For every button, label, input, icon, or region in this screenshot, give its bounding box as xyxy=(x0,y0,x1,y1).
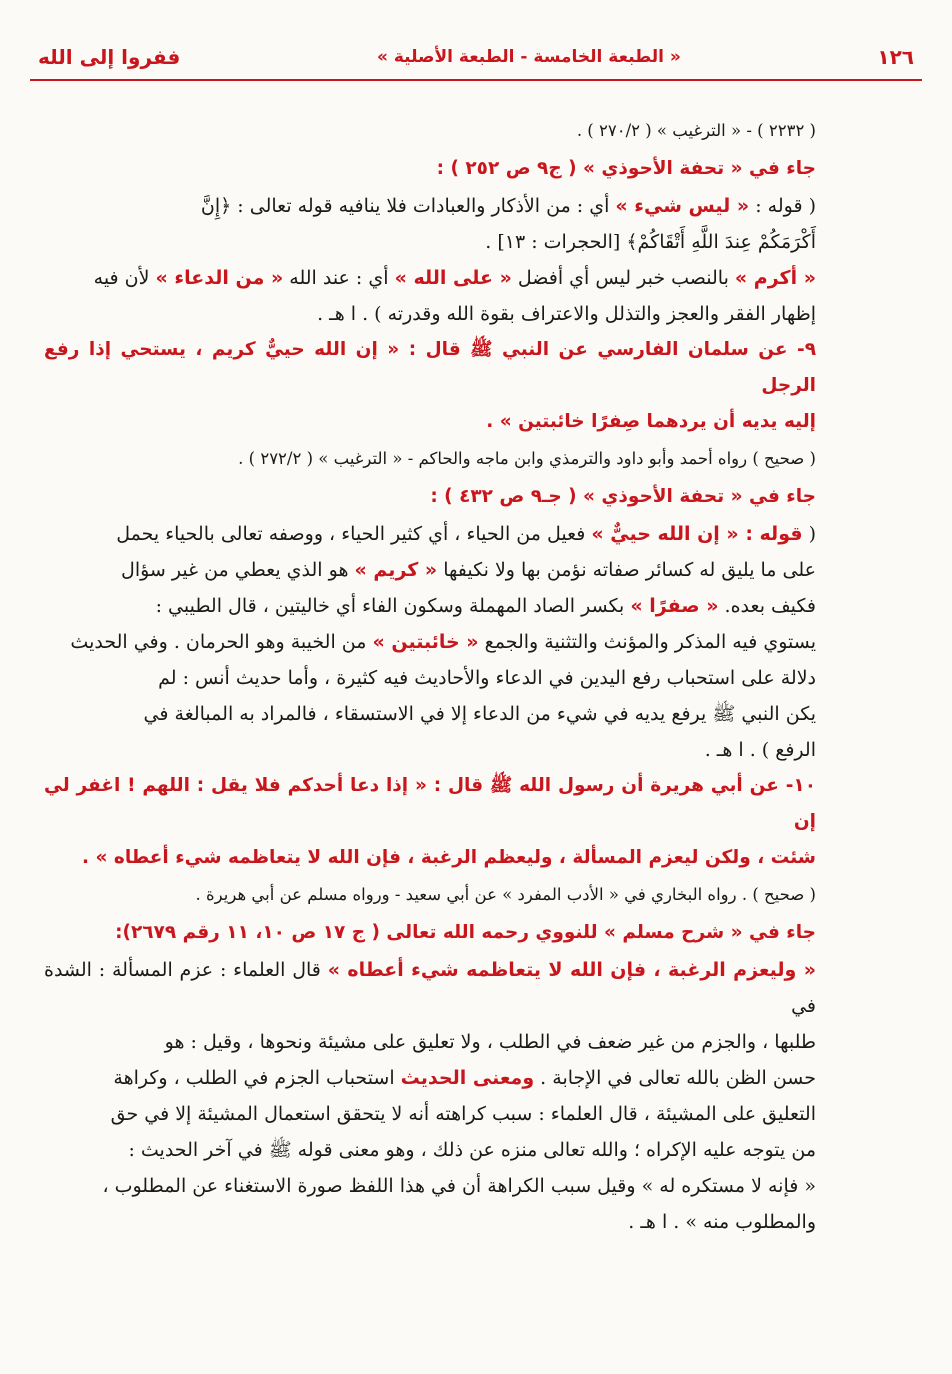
section-heading: جاء في « تحفة الأحوذي » ( جـ٩ ص ٤٣٢ ) : xyxy=(430,486,816,507)
commentary-line: « وليعزم الرغبة ، فإن الله لا يتعاظمه شيء أعطاه » قال العلماء : عزم المسألة : الشدة في xyxy=(44,959,816,1017)
reference-line: ( صحيح ) رواه أحمد وأبو داود والترمذي وابن ماجه والحاكم - « الترغيب » ( ٢٧٢/٢ ) . xyxy=(238,449,816,468)
header-divider xyxy=(30,79,922,81)
commentary-line: يستوي فيه المذكر والمؤنث والتثنية والجمع « خائبتين » من الخيبة وهو الحرمان . وفي الحديث xyxy=(70,631,816,653)
hadith-text: ٩- عن سلمان الفارسي عن النبي ﷺ قال : « إن الله حييٌّ كريم ، يستحي إذا رفع الرجل xyxy=(44,339,816,396)
section-heading: جاء في « شرح مسلم » للنووي رحمه الله تعالى ( ج ١٧ ص ١٠، ١١ رقم ٢٦٧٩): xyxy=(115,922,816,943)
hadith-text: إليه يديه أن يردهما صِفرًا خائبتين » . xyxy=(486,411,816,432)
commentary-line: أَكْرَمَكُمْ عِندَ اللَّهِ أَتْقَاكُمْ﴾ [الحجرات : ١٣] . xyxy=(485,231,816,253)
edition-label: « الطبعة الخامسة - الطبعة الأصلية » xyxy=(376,47,681,67)
commentary-line: على ما يليق له كسائر صفاته نؤمن بها ولا نكيفها « كريم » هو الذي يعطي من غير سؤال xyxy=(121,559,816,581)
page-content xyxy=(44,112,816,1240)
section-heading: جاء في « تحفة الأحوذي » ( ج٩ ص ٢٥٢ ) : xyxy=(436,158,816,179)
page-header xyxy=(38,42,914,72)
commentary-line: حسن الظن بالله تعالى في الإجابة . ومعنى الحديث استحباب الجزم في الطلب ، وكراهة xyxy=(113,1067,816,1089)
page-number: ١٢٦ xyxy=(877,45,914,69)
reference-line: ( صحيح ) . رواه البخاري في « الأدب المفرد » عن أبي سعيد - ورواه مسلم عن أبي هريرة . xyxy=(195,885,816,904)
commentary-line: التعليق على المشيئة ، قال العلماء : سبب كراهته أنه لا يتحقق استعمال المشيئة إلا في حق xyxy=(110,1103,816,1125)
commentary-line: يكن النبي ﷺ يرفع يديه في شيء من الدعاء إلا في الاستسقاء ، فالمراد به المبالغة في xyxy=(143,703,816,725)
book-title: ففروا إلى الله xyxy=(38,45,181,69)
commentary-line: ( قوله : « إن الله حييٌّ » فعيل من الحياء ، أي كثير الحياء ، ووصفه تعالى بالحياء يحمل xyxy=(116,523,816,545)
commentary-line: « فإنه لا مستكره له » وقيل سبب الكراهة أن في هذا اللفظ صورة الاستغناء عن المطلوب ، xyxy=(102,1175,816,1197)
commentary-line: ( قوله : « ليس شيء » أي : من الأذكار والعبادات فلا ينافيه قوله تعالى : ﴿إِنَّ xyxy=(200,195,816,217)
hadith-text: ١٠- عن أبي هريرة أن رسول الله ﷺ قال : « إذا دعا أحدكم فلا يقل : اللهم ! اغفر لي إن xyxy=(44,775,816,832)
commentary-line: « أكرم » بالنصب خبر ليس أي أفضل « على الله » أي : عند الله « من الدعاء » لأن فيه xyxy=(93,267,816,289)
commentary-line: الرفع ) . ا هـ . xyxy=(704,739,816,761)
commentary-line: من يتوجه عليه الإكراه ؛ والله تعالى منزه عن ذلك ، وهو معنى قوله ﷺ في آخر الحديث : xyxy=(128,1139,816,1161)
commentary-line: دلالة على استحباب رفع اليدين في الدعاء والأحاديث فيه كثيرة ، وأما حديث أنس : لم xyxy=(158,667,816,689)
commentary-line: إظهار الفقر والعجز والتذلل والاعتراف بقوة الله وقدرته ) . ا هـ . xyxy=(317,303,816,325)
commentary-line: طلبها ، والجزم من غير ضعف في الطلب ، ولا تعليق على مشيئة ونحوها ، وقيل : هو xyxy=(164,1031,816,1053)
reference-line: ( ٢٢٣٢ ) - « الترغيب » ( ٢٧٠/٢ ) . xyxy=(576,121,816,140)
commentary-line: فكيف بعده. « صفرًا » بكسر الصاد المهملة وسكون الفاء أي خاليتين ، قال الطيبي : xyxy=(155,595,816,617)
hadith-text: شئت ، ولكن ليعزم المسألة ، وليعظم الرغبة ، فإن الله لا يتعاظمه شيء أعطاه » . xyxy=(82,847,816,868)
commentary-line: والمطلوب منه » . ا هـ . xyxy=(628,1211,816,1233)
